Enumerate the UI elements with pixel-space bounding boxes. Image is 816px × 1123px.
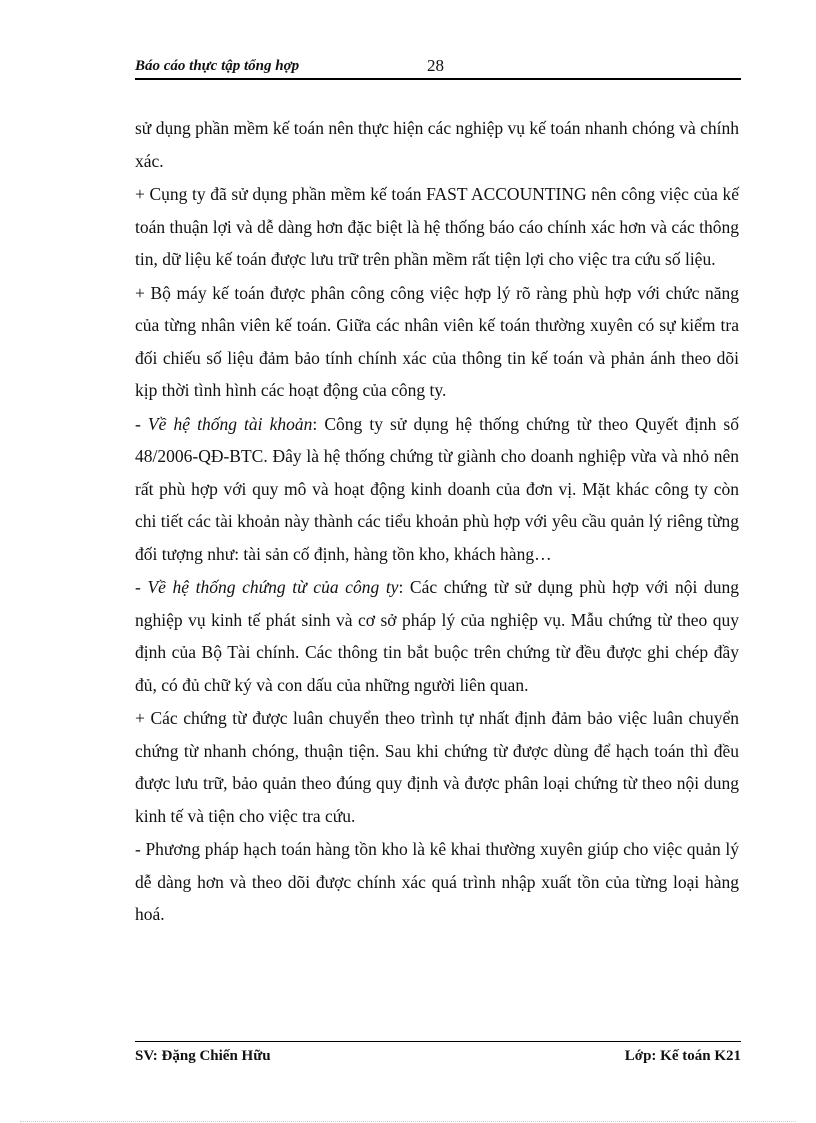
paragraph: - Về hệ thống tài khoản: Công ty sử dụng hệ thống chứng từ theo Quyết định số 48/2006-QĐ-BTC. Đây là hệ thống chứng từ giành cho doanh nghiệp vừa và nhỏ nên rất phù hợp với quy mô và hoạt động kinh doanh của đơn vị. Mặt khác công ty còn chi tiết các tài khoản này thành các tiểu khoản phù hợp với yêu cầu quản lý riêng từng đối tượng như: tài sản cố định, hàng tồn kho, khách hàng… [135, 413, 739, 564]
paragraph: - Phương pháp hạch toán hàng tồn kho là kê khai thường xuyên giúp cho việc quản lý dễ dàng hơn và theo dõi được chính xác quá trình nhập xuất tồn của từng loại hàng hoá. [135, 839, 739, 924]
student-name: SV: Đặng Chiến Hữu [135, 1048, 271, 1064]
page-number: 28 [427, 56, 444, 75]
page-edge-divider [20, 1121, 796, 1122]
italic-heading: Về hệ thống tài khoản [147, 413, 313, 434]
italic-heading: Về hệ thống chứng từ của công ty [147, 577, 399, 597]
document-body [135, 112, 739, 932]
page-footer [135, 1041, 741, 1072]
paragraph: sử dụng phần mềm kế toán nên thực hiện các nghiệp vụ kế toán nhanh chóng và chính xác. [135, 118, 739, 171]
page-header [135, 54, 741, 80]
class-name: Lớp: Kế toán K21 [624, 1048, 741, 1064]
paragraph: + Bộ máy kế toán được phân công công việc hợp lý rõ ràng phù hợp với chức năng của từng nhân viên kế toán. Giữa các nhân viên kế toán thường xuyên có sự kiểm tra đối chiếu số liệu đảm bảo tính chính xác của thông tin kế toán và phản ánh theo dõi kịp thời tình hình các hoạt động của công ty. [135, 282, 739, 400]
paragraph: - Về hệ thống chứng từ của công ty: Các chứng từ sử dụng phù hợp với nội dung nghiệp vụ kinh tế phát sinh và cơ sở pháp lý của nghiệp vụ. Mẫu chứng từ theo quy định của Bộ Tài chính. Các thông tin bắt buộc trên chứng từ đều được ghi chép đầy đủ, có đủ chữ ký và con dấu của những người liên quan. [135, 577, 740, 695]
paragraph: + Cụng ty đã sử dụng phần mềm kế toán FAST ACCOUNTING nên công việc của kế toán thuận lợi và dễ dàng hơn đặc biệt là hệ thống báo cáo chính xác hơn và các thông tin, dữ liệu kế toán được lưu trữ trên phần mềm rất tiện lợi cho việc tra cứu số liệu. [135, 184, 739, 269]
report-title: Báo cáo thực tập tổng hợp [135, 58, 300, 74]
paragraph: + Các chứng từ được luân chuyển theo trình tự nhất định đảm bảo việc luân chuyển chứng từ nhanh chóng, thuận tiện. Sau khi chứng từ được dùng để hạch toán thì đều được lưu trữ, bảo quản theo đúng quy định và được phân loại chứng từ theo nội dung kinh tế và tiện cho việc tra cứu. [135, 708, 739, 826]
